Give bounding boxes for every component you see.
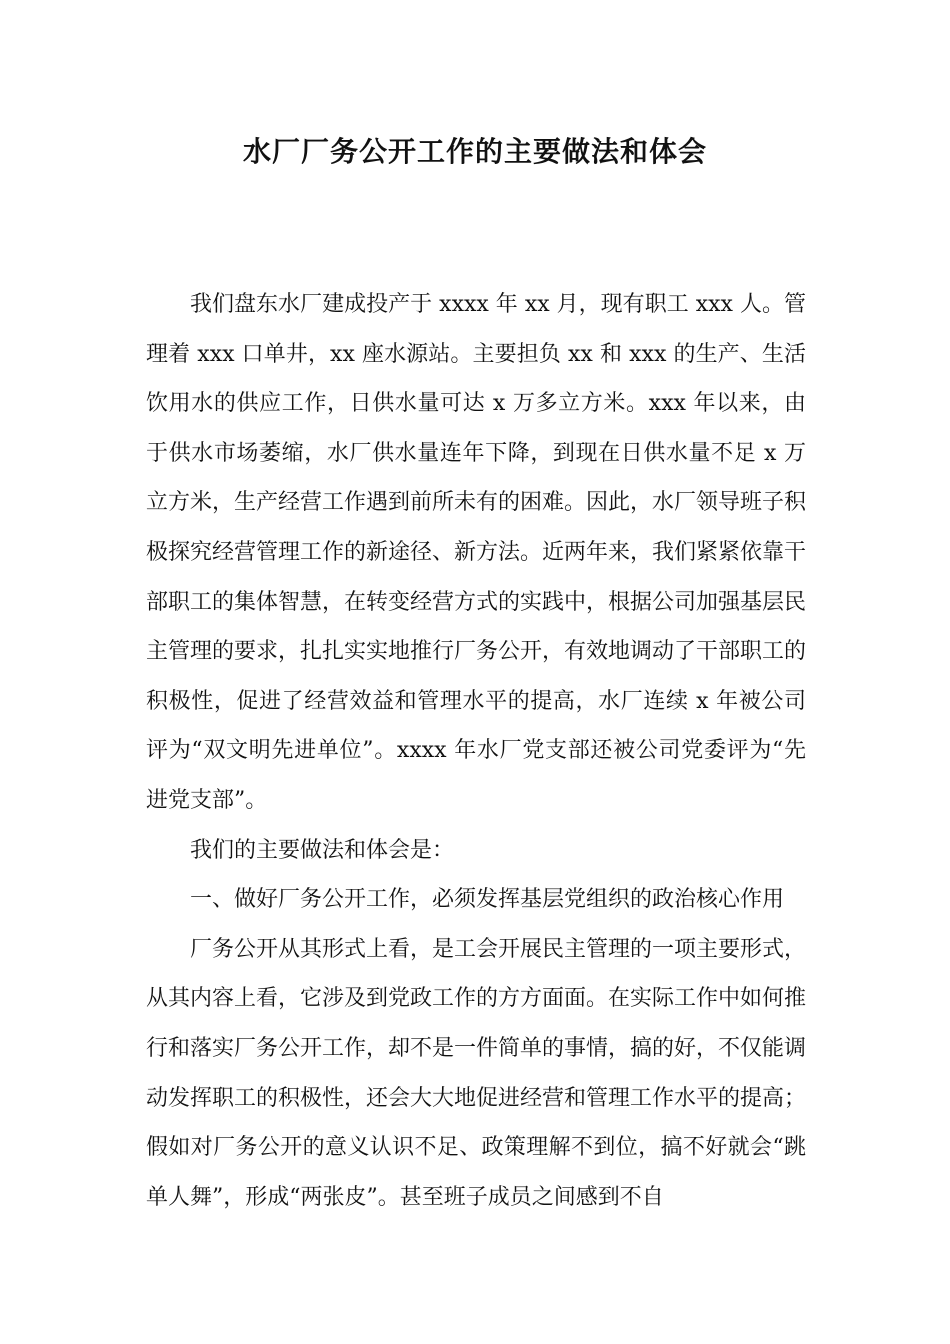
section-heading-1: 一、做好厂务公开工作，必须发挥基层党组织的政治核心作用 [190, 887, 785, 913]
paragraph-section-1: 厂务公开从其形式上看，是工会开展民主管理的一项主要形式，从其内容上看，它涉及到党政工作的方方面面。在实际工作中如何推行和落实厂务公开工作，却不是一件简单的事情，搞的好，不仅能调动发挥职工的积极性，还会大大地促进经营和管理工作水平的提高；假如对厂务公开的意义认识不足、政策理解不到位，搞不好就会“跳单人舞”，形成“两张皮”。甚至班子成员之间感到不自 [146, 936, 807, 1210]
document-body [146, 280, 806, 1222]
paragraph-summary-lead: 我们的主要做法和体会是： [190, 837, 455, 863]
document-title: 水厂厂务公开工作的主要做法和体会 [242, 135, 707, 168]
paragraph-intro: 我们盘东水厂建成投产于 xxxx 年 xx 月，现有职工 xxx 人。管理着 xxx 口单井，xx 座水源站。主要担负 xx 和 xxx 的生产、生活饮用水的供应工作，日供水量可达 x 万多立方米。xxx 年以来，由于供水市场萎缩，水厂供水量连年下降，到现在日供水量不足 x 万立方米，生产经营工作遇到前所未有的困难。因此，水厂领导班子积极探究经营管理工作的新途径、新方法。近两年来，我们紧紧依靠干部职工的集体智慧，在转变经营方式的实践中，根据公司加强基层民主管理的要求，扎扎实实地推行厂务公开，有效地调动了干部职工的积极性，促进了经营效益和管理水平的提高，水厂连续 x 年被公司评为“双文明先进单位”。xxxx 年水厂党支部还被公司党委评为“先进党支部”。 [146, 292, 807, 813]
